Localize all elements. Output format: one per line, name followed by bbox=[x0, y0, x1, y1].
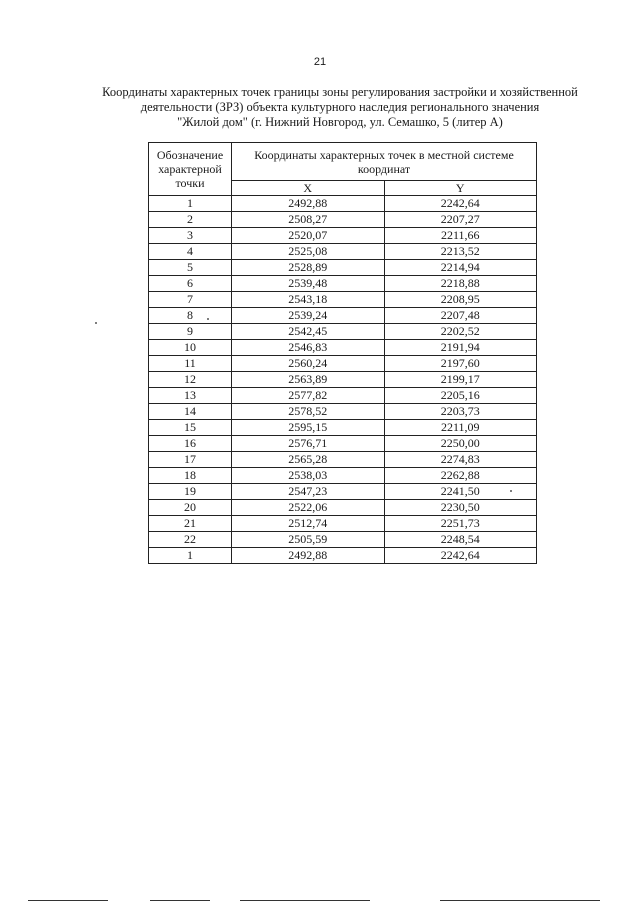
scan-artifact-line bbox=[440, 900, 600, 901]
x-cell: 2539,48 bbox=[232, 276, 385, 292]
x-cell: 2525,08 bbox=[232, 244, 385, 260]
point-cell: 19 bbox=[149, 484, 232, 500]
point-cell: 10 bbox=[149, 340, 232, 356]
table-row bbox=[149, 532, 537, 548]
y-cell: 2242,64 bbox=[384, 548, 537, 564]
x-cell: 2528,89 bbox=[232, 260, 385, 276]
point-cell: 3 bbox=[149, 228, 232, 244]
x-cell: 2576,71 bbox=[232, 436, 385, 452]
title-line-3: "Жилой дом" (г. Нижний Новгород, ул. Семашко, 5 (литер А) bbox=[177, 115, 503, 129]
table-row bbox=[149, 500, 537, 516]
y-cell: 2191,94 bbox=[384, 340, 537, 356]
table-row bbox=[149, 420, 537, 436]
title-line-1: Координаты характерных точек границы зоны регулирования застройки и хозяйственной bbox=[102, 85, 578, 99]
coordinate-system-header: Координаты характерных точек в местной системе координат bbox=[232, 143, 537, 181]
x-cell: 2560,24 bbox=[232, 356, 385, 372]
table-row bbox=[149, 228, 537, 244]
y-cell: 2230,50 bbox=[384, 500, 537, 516]
point-cell: 11 bbox=[149, 356, 232, 372]
x-cell: 2512,74 bbox=[232, 516, 385, 532]
point-cell: 22 bbox=[149, 532, 232, 548]
point-cell: 8 bbox=[149, 308, 232, 324]
point-cell: 20 bbox=[149, 500, 232, 516]
table-row bbox=[149, 388, 537, 404]
table-row bbox=[149, 292, 537, 308]
table-row bbox=[149, 404, 537, 420]
point-cell: 16 bbox=[149, 436, 232, 452]
point-cell: 21 bbox=[149, 516, 232, 532]
y-cell: 2207,48 bbox=[384, 308, 537, 324]
y-cell: 2197,60 bbox=[384, 356, 537, 372]
y-cell: 2213,52 bbox=[384, 244, 537, 260]
x-cell: 2508,27 bbox=[232, 212, 385, 228]
x-cell: 2547,23 bbox=[232, 484, 385, 500]
x-cell: 2543,18 bbox=[232, 292, 385, 308]
y-cell: 2218,88 bbox=[384, 276, 537, 292]
x-cell: 2565,28 bbox=[232, 452, 385, 468]
scan-artifact-dot bbox=[95, 322, 97, 324]
y-cell: 2203,73 bbox=[384, 404, 537, 420]
table-row bbox=[149, 468, 537, 484]
x-cell: 2492,88 bbox=[232, 548, 385, 564]
y-cell: 2202,52 bbox=[384, 324, 537, 340]
y-cell: 2242,64 bbox=[384, 196, 537, 212]
table-row bbox=[149, 436, 537, 452]
point-column-header: Обозначение характерной точки bbox=[149, 143, 232, 196]
x-cell: 2577,82 bbox=[232, 388, 385, 404]
table-body bbox=[149, 196, 537, 564]
table-row bbox=[149, 516, 537, 532]
point-cell: 14 bbox=[149, 404, 232, 420]
table-row bbox=[149, 340, 537, 356]
document-title bbox=[90, 85, 590, 130]
coordinates-table bbox=[148, 142, 537, 564]
table-row bbox=[149, 196, 537, 212]
title-line-2: деятельности (ЗРЗ) объекта культурного наследия регионального значения bbox=[140, 100, 540, 114]
scan-artifact-dot bbox=[207, 318, 209, 320]
y-cell: 2251,73 bbox=[384, 516, 537, 532]
x-cell: 2539,24 bbox=[232, 308, 385, 324]
point-cell: 2 bbox=[149, 212, 232, 228]
point-cell: 1 bbox=[149, 196, 232, 212]
point-cell: 7 bbox=[149, 292, 232, 308]
table-row bbox=[149, 212, 537, 228]
y-cell: 2211,66 bbox=[384, 228, 537, 244]
x-cell: 2563,89 bbox=[232, 372, 385, 388]
point-cell: 6 bbox=[149, 276, 232, 292]
table-row bbox=[149, 372, 537, 388]
scan-artifact-line bbox=[240, 900, 370, 901]
point-cell: 1 bbox=[149, 548, 232, 564]
x-cell: 2492,88 bbox=[232, 196, 385, 212]
table-row bbox=[149, 260, 537, 276]
x-cell: 2578,52 bbox=[232, 404, 385, 420]
point-cell: 18 bbox=[149, 468, 232, 484]
scan-artifact-line bbox=[28, 900, 108, 901]
table-row bbox=[149, 452, 537, 468]
scan-artifact-line bbox=[150, 900, 210, 901]
scan-artifact-dot bbox=[510, 490, 512, 492]
y-cell: 2208,95 bbox=[384, 292, 537, 308]
y-cell: 2205,16 bbox=[384, 388, 537, 404]
point-cell: 5 bbox=[149, 260, 232, 276]
y-cell: 2207,27 bbox=[384, 212, 537, 228]
x-cell: 2542,45 bbox=[232, 324, 385, 340]
y-cell: 2211,09 bbox=[384, 420, 537, 436]
x-cell: 2522,06 bbox=[232, 500, 385, 516]
x-column-header: X bbox=[232, 181, 385, 196]
y-column-header: Y bbox=[384, 181, 537, 196]
table-row bbox=[149, 276, 537, 292]
y-cell: 2214,94 bbox=[384, 260, 537, 276]
y-cell: 2248,54 bbox=[384, 532, 537, 548]
point-cell: 9 bbox=[149, 324, 232, 340]
x-cell: 2546,83 bbox=[232, 340, 385, 356]
table-row bbox=[149, 244, 537, 260]
x-cell: 2505,59 bbox=[232, 532, 385, 548]
table-row bbox=[149, 308, 537, 324]
table-row bbox=[149, 484, 537, 500]
table-row bbox=[149, 356, 537, 372]
x-cell: 2538,03 bbox=[232, 468, 385, 484]
point-cell: 12 bbox=[149, 372, 232, 388]
x-cell: 2520,07 bbox=[232, 228, 385, 244]
y-cell: 2262,88 bbox=[384, 468, 537, 484]
page-number: 21 bbox=[313, 56, 327, 68]
point-cell: 13 bbox=[149, 388, 232, 404]
y-cell: 2199,17 bbox=[384, 372, 537, 388]
y-cell: 2250,00 bbox=[384, 436, 537, 452]
point-cell: 17 bbox=[149, 452, 232, 468]
point-cell: 15 bbox=[149, 420, 232, 436]
point-cell: 4 bbox=[149, 244, 232, 260]
table-row bbox=[149, 324, 537, 340]
table-row bbox=[149, 548, 537, 564]
y-cell: 2274,83 bbox=[384, 452, 537, 468]
x-cell: 2595,15 bbox=[232, 420, 385, 436]
y-cell: 2241,50 bbox=[384, 484, 537, 500]
